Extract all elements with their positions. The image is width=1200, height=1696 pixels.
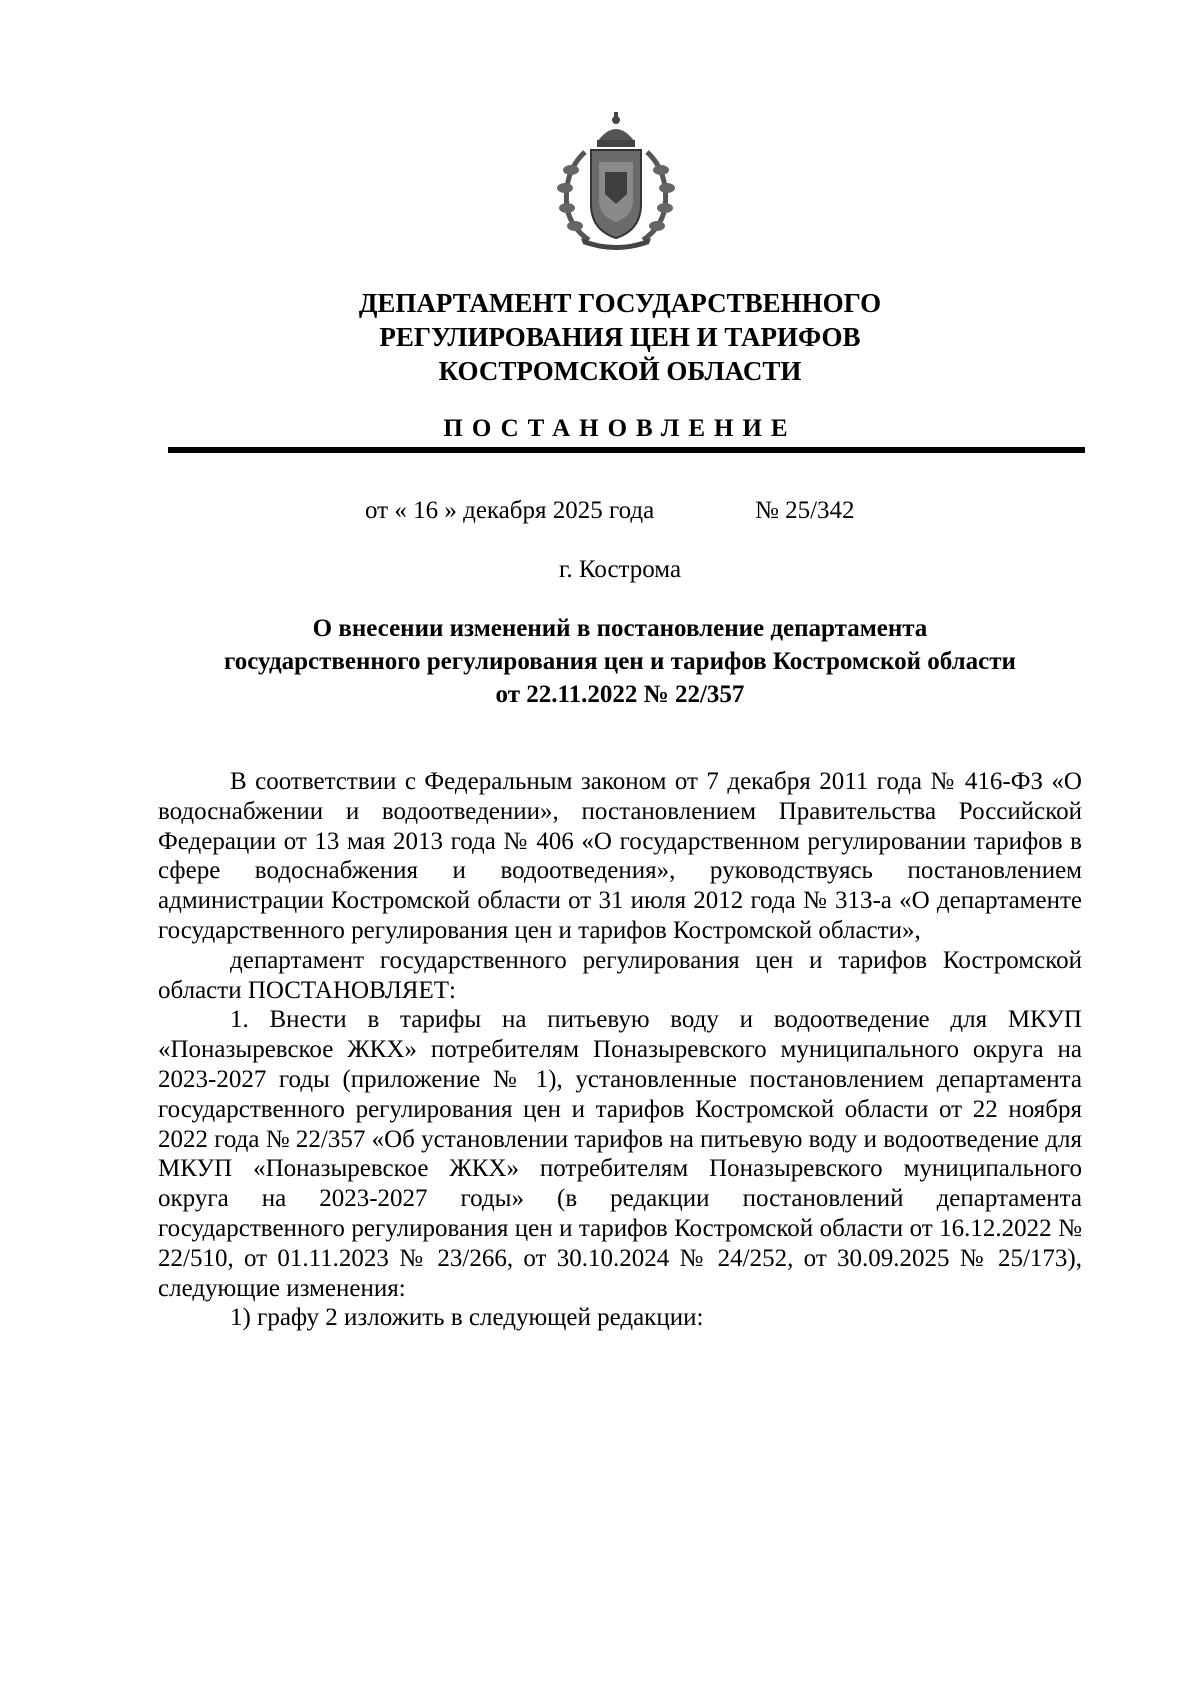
document-number: № 25/342 [755,497,855,524]
department-line: ДЕПАРТАМЕНТ ГОСУДАРСТВЕННОГО [358,288,882,318]
subject-line: государственного регулирования цен и тарифов Костромской области [224,648,1016,675]
body-paragraph-item-1: 1. Внести в тарифы на питьевую воду и водоотведение для МКУП «Поназыревское ЖКХ» потребителям Поназыревского муниципального округа на 2023-2027 годы (приложение № 1), установленные постановлением департамента государственного регулирования цен и тарифов Костромской области от 22 ноября 2022 года № 22/357 «Об установлении тарифов на питьевую воду и водоотведение для МКУП «Поназыревское ЖКХ» потребителям Поназыревского муниципального округа на 2023-2027 годы» (в редакции постановлений департамента государственного регулирования цен и тарифов Костромской области от 16.12.2022 № 22/510, от 01.11.2023 № 23/266, от 30.10.2024 № 24/252, от 30.09.2025 № 25/173), следующие изменения: [158,1006,1082,1302]
subject-line: О внесении изменений в постановление департамента [312,615,928,642]
document-type: ПОСТАНОВЛЕНИЕ [443,415,797,442]
department-name [160,286,1080,388]
coat-of-arms-emblem [545,112,687,250]
document-city: г. Кострома [558,556,682,583]
department-line: РЕГУЛИРОВАНИЯ ЦЕН И ТАРИФОВ [379,322,861,352]
body-paragraph-resolves: департамент государственного регулирования цен и тарифов Костромской области ПОСТАНОВЛЯЕТ: [158,946,1082,1004]
body-paragraph-preamble: В соответствии с Федеральным законом от 7 декабря 2011 года № 416-ФЗ «О водоснабжении и водоотведении», постановлением Правительства Российской Федерации от 13 мая 2013 года № 406 «О государственном регулировании тарифов в сфере водоснабжения и водоотведения», руководствуясь постановлением администрации Костромской области от 31 июля 2012 года № 313-а «О департаменте государственного регулирования цен и тарифов Костромской области», [158,768,1082,944]
document-date: от « 16 » декабря 2025 года [365,497,655,524]
document-body [158,767,1082,1333]
header-divider [168,447,1085,453]
document-subject [150,612,1090,711]
body-paragraph-subitem-1: 1) графу 2 изложить в следующей редакции: [230,1304,704,1332]
department-line: КОСТРОМСКОЙ ОБЛАСТИ [438,356,802,386]
subject-line: от 22.11.2022 № 22/357 [495,681,745,708]
